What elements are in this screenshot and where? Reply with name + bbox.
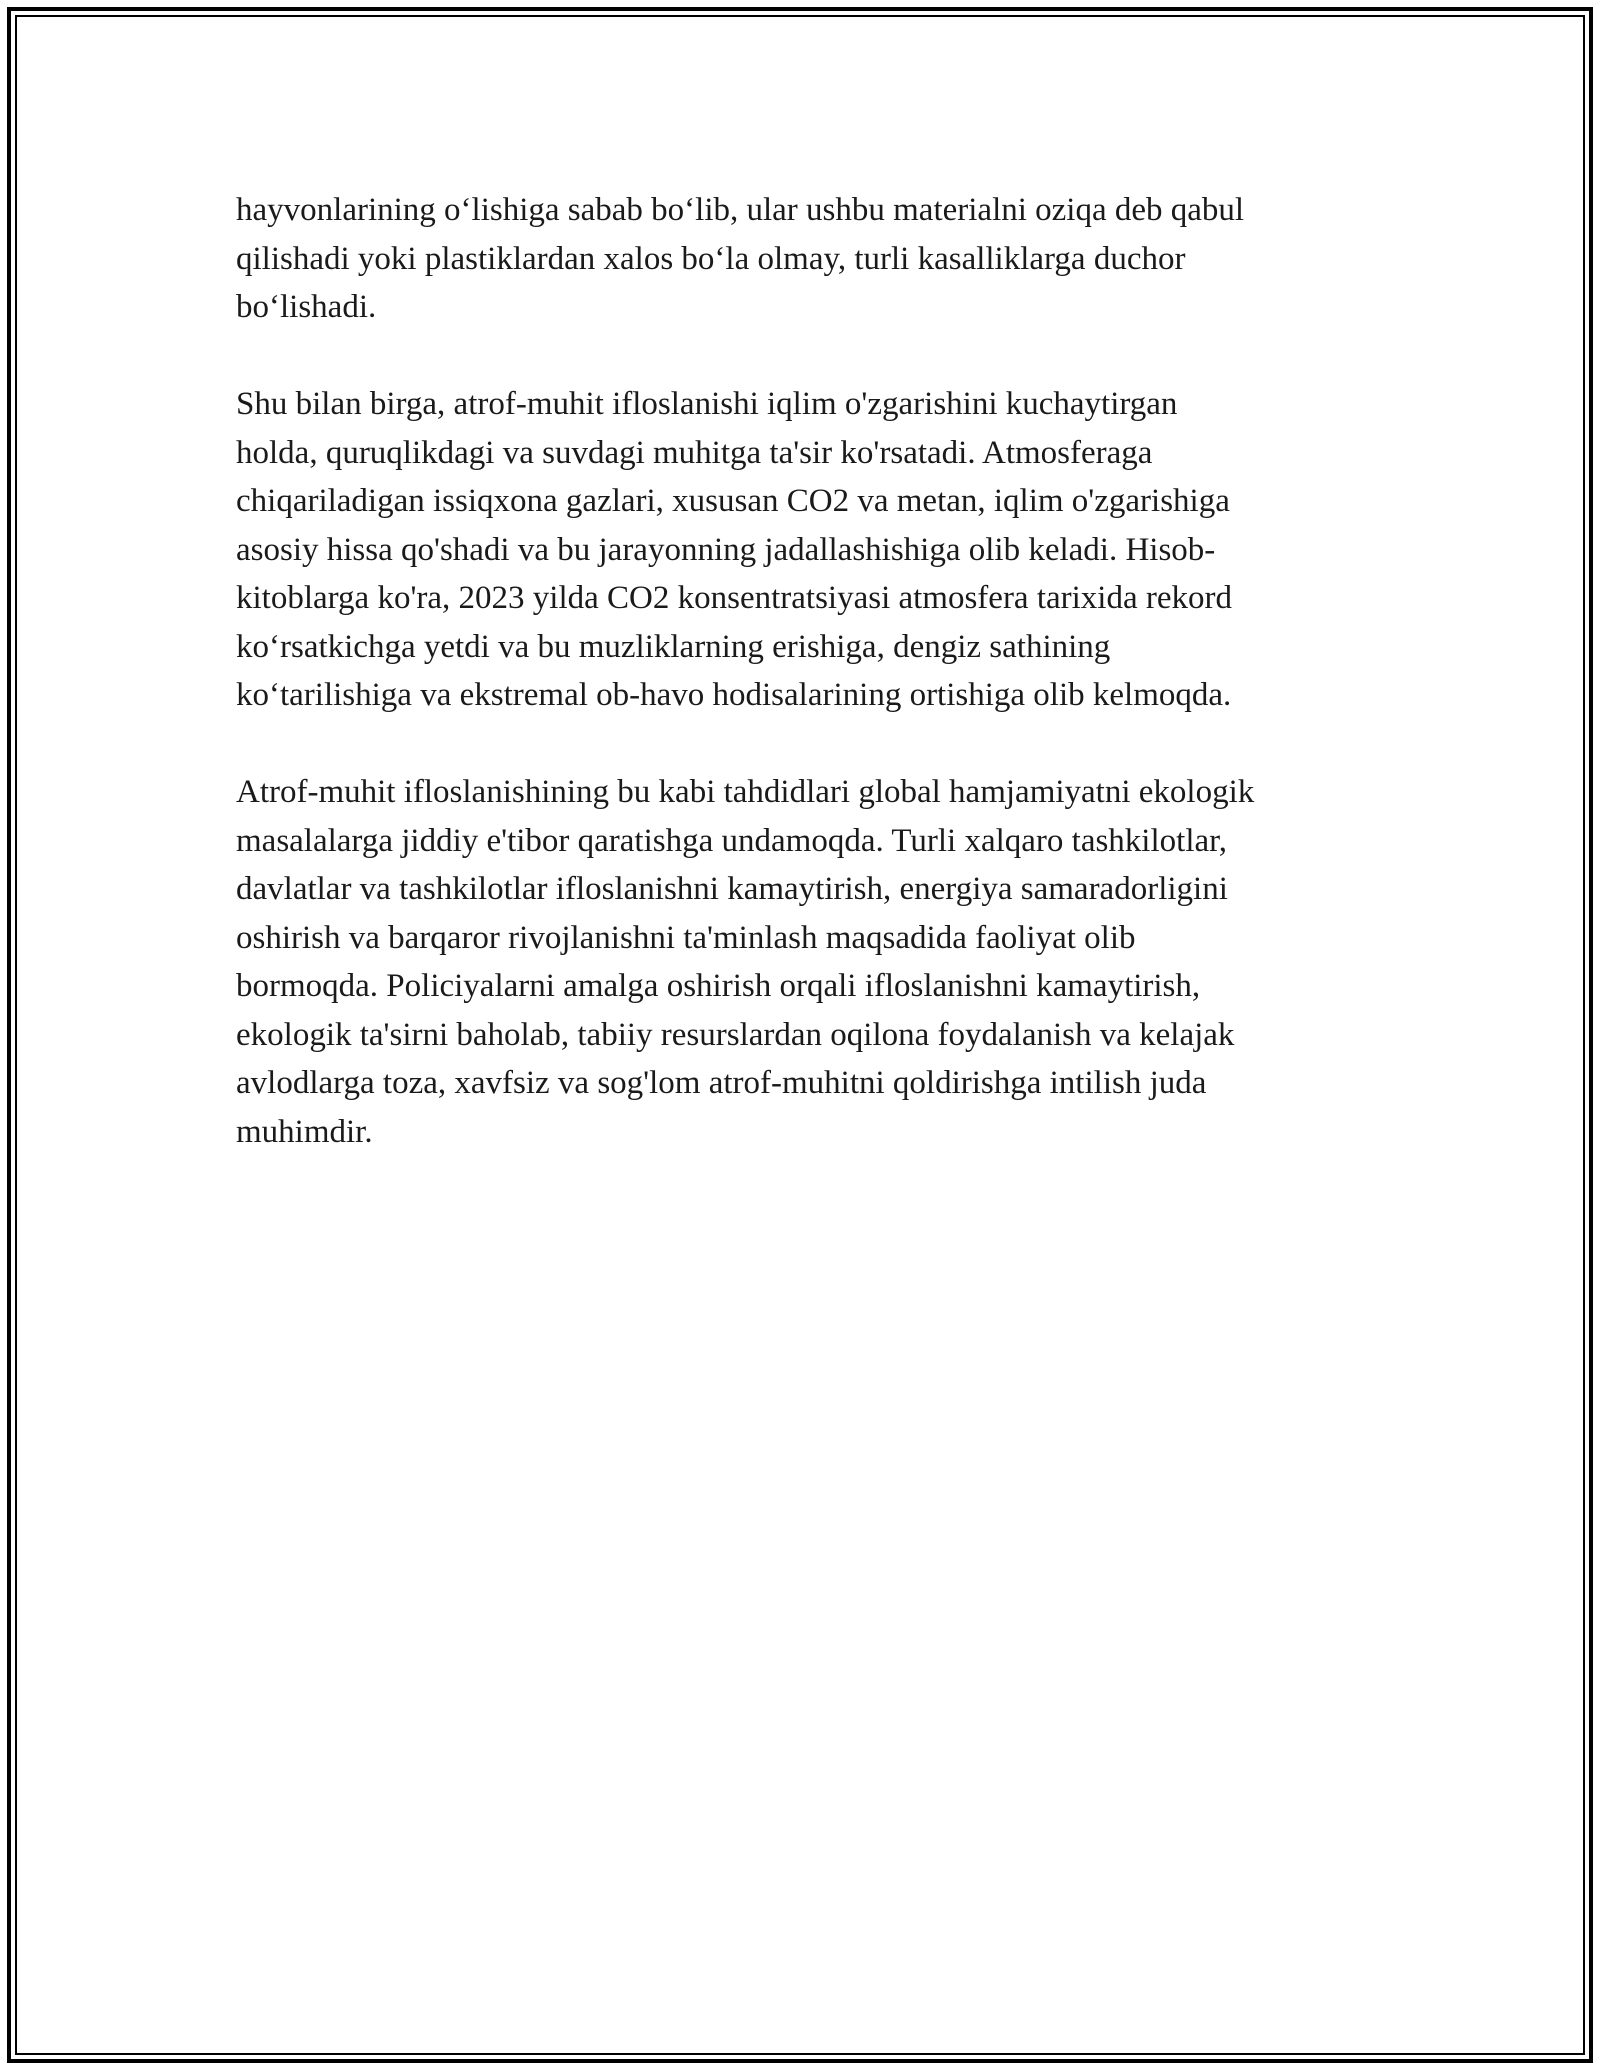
paragraph-3: Atrof-muhit ifloslanishining bu kabi tahdidlari global hamjamiyatni ekologik masalalarga jiddiy e'tibor qaratishga undamoqda. Turli xalqaro tashkilotlar, davlatlar va tashkilotlar ifloslanishni kamaytirish, energiya samaradorligini oshirish va barqaror rivojlanishni ta'minlash maqsadida faoliyat olib bormoqda. Policiyalarni amalga oshirish orqali ifloslanishni kamaytirish, ekologik ta'sirni baholab, tabiiy resurslardan oqilona foydalanish va kelajak avlodlarga toza, xavfsiz va sog'lom atrof-muhitni qoldirishga intilish juda muhimdir. [236,774,1255,1150]
document-body [236,186,1386,1205]
paragraph-2: Shu bilan birga, atrof-muhit ifloslanishi iqlim o'zgarishini kuchaytirgan holda, quruqlikdagi va suvdagi muhitga ta'sir ko'rsatadi. Atmosferaga chiqariladigan issiqxona gazlari, xususan CO2 va metan, iqlim o'zgarishiga asosiy hissa qo'shadi va bu jarayonning jadallashishiga olib keladi. Hisob- kitoblarga ko'ra, 2023 yilda CO2 konsentratsiyasi atmosfera tarixida rekord ko‘rsatkichga yetdi va bu muzliklarning erishiga, dengiz sathining ko‘tarilishiga va ekstremal ob-havo hodisalarining ortishiga olib kelmoqda. [236,386,1232,713]
paragraph-1: hayvonlarining o‘lishiga sabab bo‘lib, ular ushbu materialni oziqa deb qabul qilishadi yoki plastiklardan xalos bo‘la olmay, turli kasalliklarga duchor bo‘lishadi. [236,192,1245,325]
